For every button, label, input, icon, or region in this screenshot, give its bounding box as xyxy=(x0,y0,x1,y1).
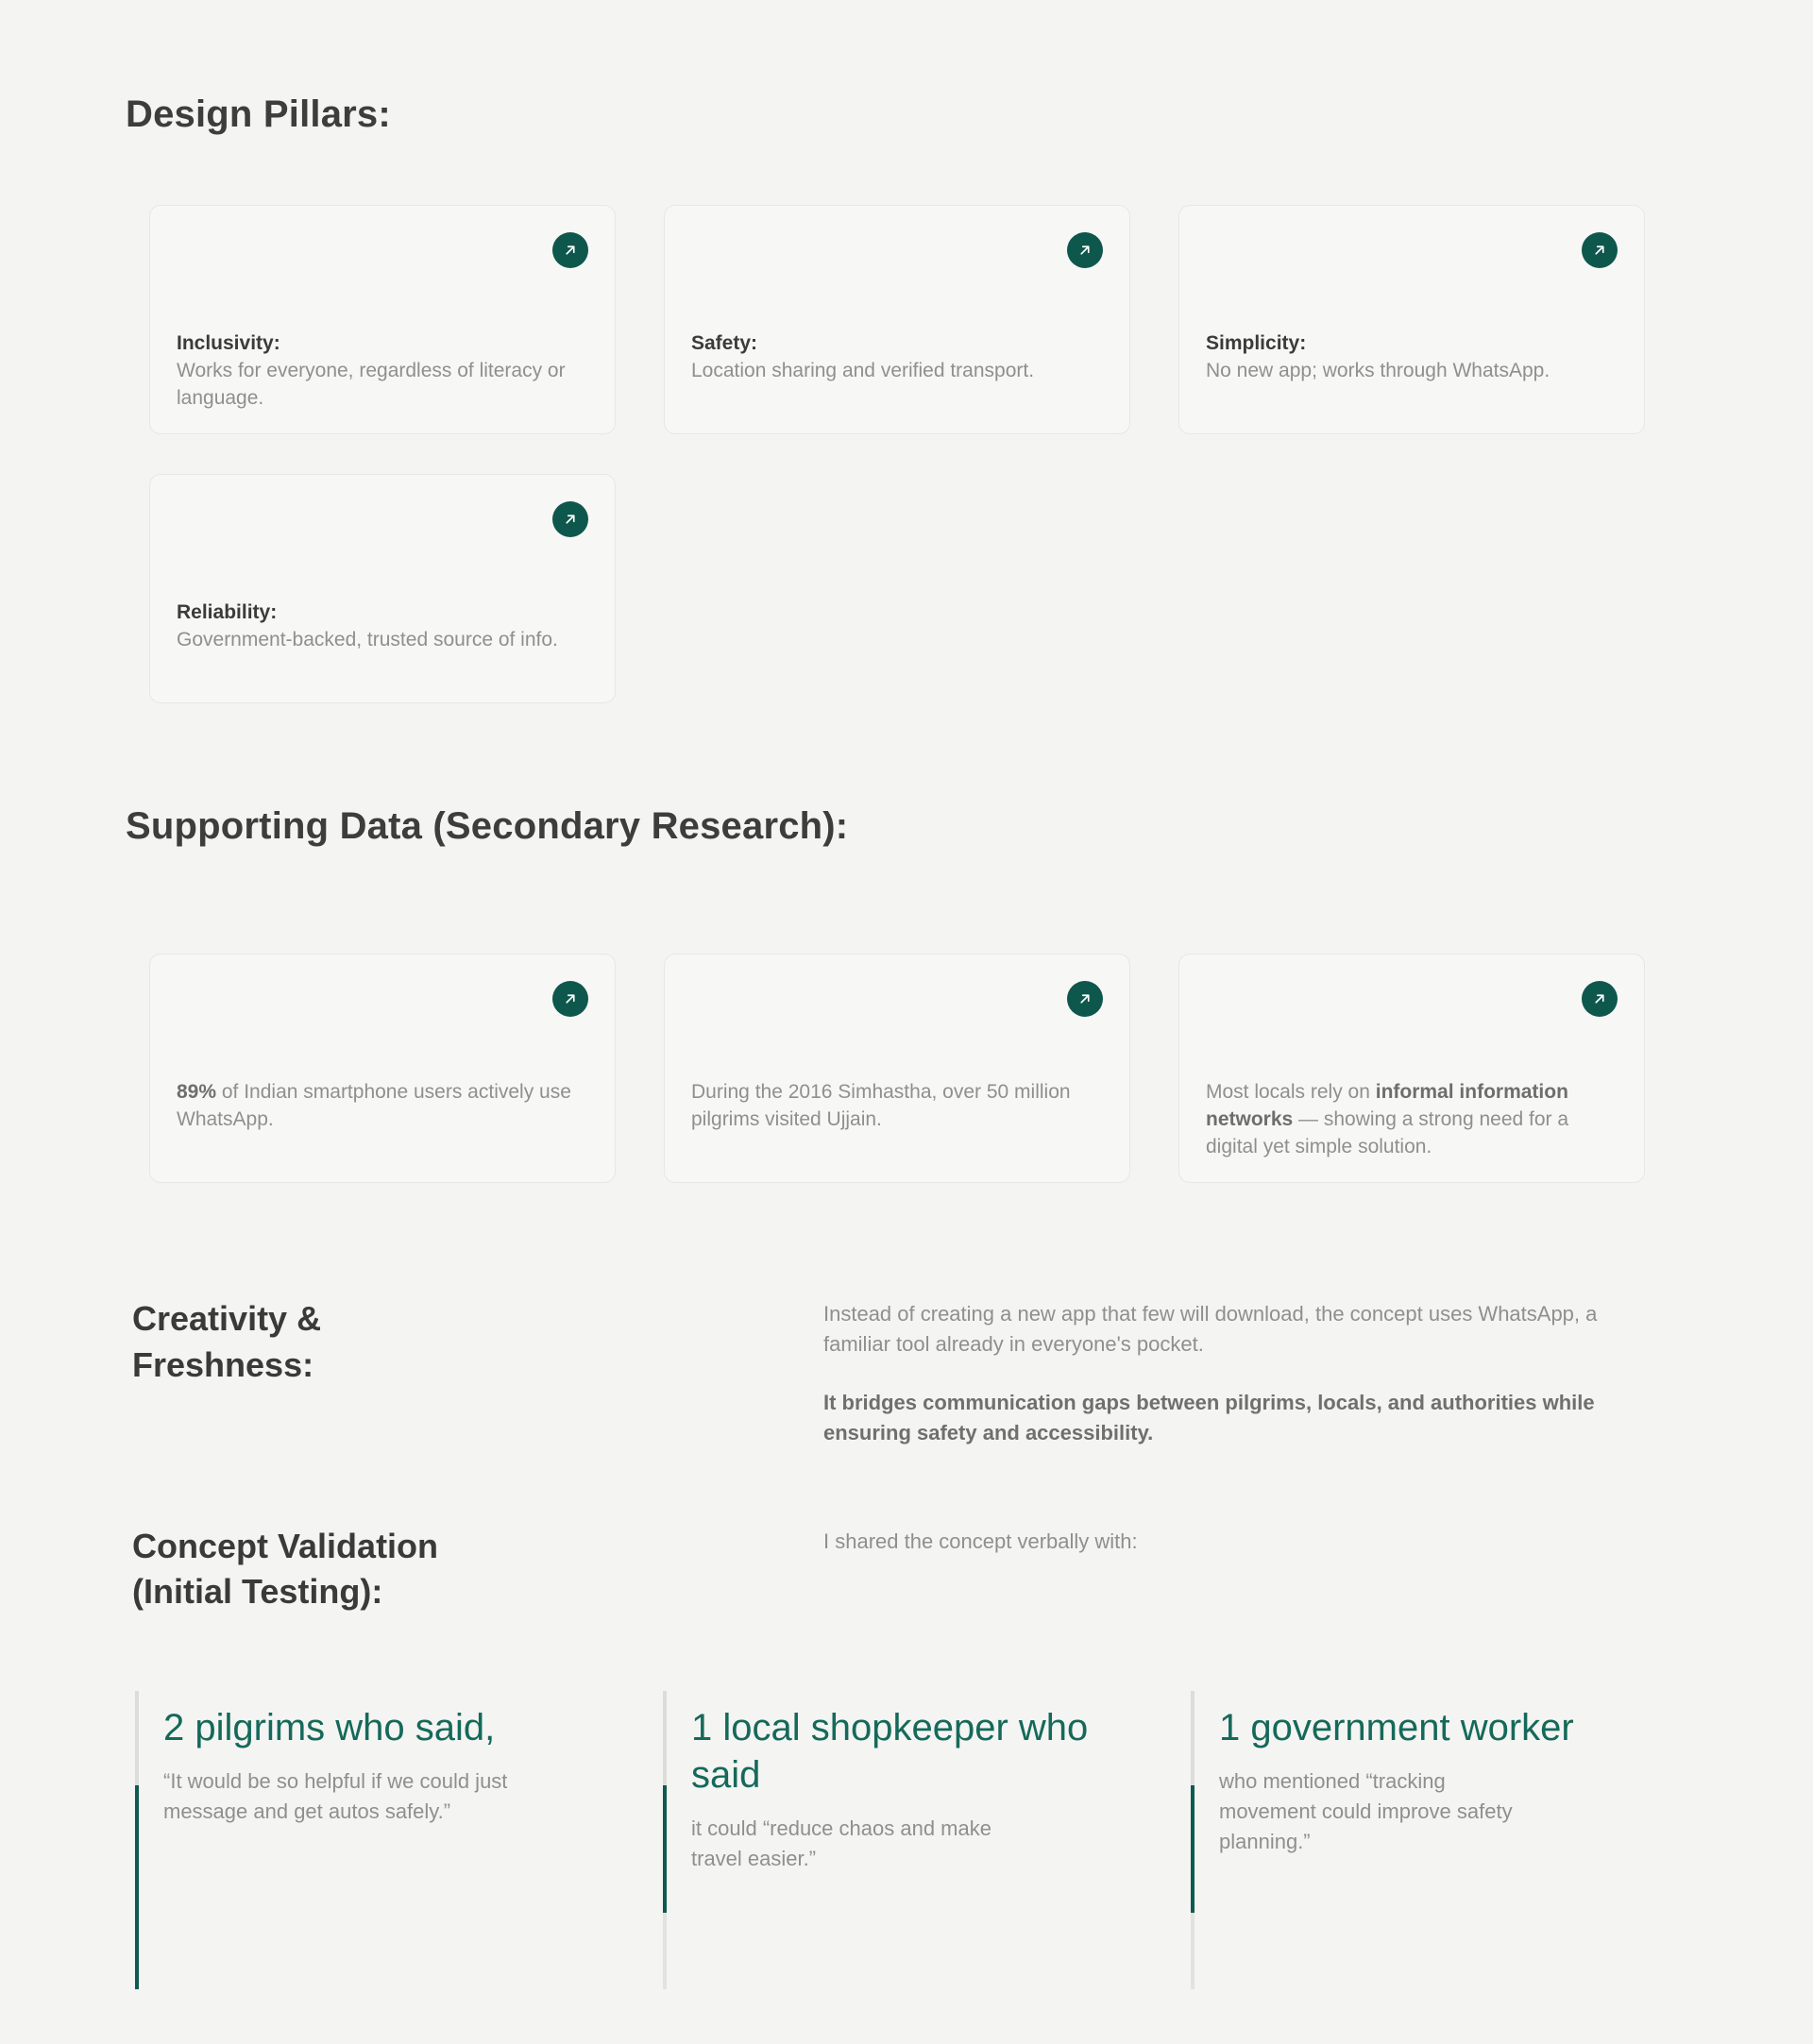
validation-column-title: 2 pilgrims who said, xyxy=(163,1706,496,1748)
pillar-card-inclusivity[interactable] xyxy=(149,205,616,434)
card-text xyxy=(177,600,588,654)
validation-column-quote: it could “reduce chaos and make travel easier.” xyxy=(691,1816,991,1870)
card-title: Simplicity: xyxy=(1206,332,1307,354)
arrow-up-right-icon[interactable] xyxy=(552,501,588,537)
design-pillars-grid xyxy=(149,205,1645,703)
creativity-copy xyxy=(823,1296,1654,1448)
validation-column-pilgrims xyxy=(135,1691,606,1989)
arrow-up-right-icon[interactable] xyxy=(1582,981,1618,1017)
progress-line xyxy=(663,1691,667,1989)
card-title: Reliability: xyxy=(177,601,278,623)
card-text xyxy=(177,1079,588,1134)
card-text xyxy=(1206,1079,1618,1161)
card-icon-row xyxy=(1206,981,1618,1017)
card-text xyxy=(177,330,588,413)
validation-intro: I shared the concept verbally with: xyxy=(823,1529,1138,1553)
pillar-card-reliability[interactable] xyxy=(149,474,616,703)
card-icon-row xyxy=(177,232,588,268)
creativity-paragraph-1: Instead of creating a new app that few will download, the concept uses WhatsApp, a familiar tool already in everyone's pocket. xyxy=(823,1302,1598,1356)
progress-line xyxy=(1191,1691,1195,1989)
card-body xyxy=(1206,1081,1568,1157)
supporting-data-grid xyxy=(149,954,1645,1183)
data-card-whatsapp-usage[interactable] xyxy=(149,954,616,1183)
supporting-data-heading: Supporting Data (Secondary Research): xyxy=(126,805,849,847)
validation-column-quote: who mentioned “tracking movement could improve safety planning.” xyxy=(1219,1768,1513,1853)
pillar-card-safety[interactable] xyxy=(664,205,1130,434)
card-title: Inclusivity: xyxy=(177,332,280,354)
arrow-up-right-icon[interactable] xyxy=(1582,232,1618,268)
card-text xyxy=(1206,330,1618,385)
creativity-heading: Creativity & Freshness: xyxy=(132,1299,322,1384)
validation-columns xyxy=(135,1691,1662,1989)
design-pillars-heading: Design Pillars: xyxy=(126,93,391,135)
pillar-card-simplicity[interactable] xyxy=(1178,205,1645,434)
card-text xyxy=(691,1079,1103,1134)
stat-pre: Most locals rely on xyxy=(1206,1081,1376,1103)
card-title: Safety: xyxy=(691,332,758,354)
validation-column-shopkeeper xyxy=(663,1691,1134,1989)
creativity-section xyxy=(132,1296,1667,1448)
arrow-up-right-icon[interactable] xyxy=(1067,232,1103,268)
card-body: Location sharing and verified transport. xyxy=(691,359,1035,381)
stat-bold: 89% xyxy=(177,1081,217,1103)
card-icon-row xyxy=(177,501,588,537)
arrow-up-right-icon[interactable] xyxy=(552,232,588,268)
progress-line xyxy=(135,1691,139,1989)
data-card-informal-networks[interactable] xyxy=(1178,954,1645,1183)
card-icon-row xyxy=(1206,232,1618,268)
creativity-paragraph-2: It bridges communication gaps between pilgrims, locals, and authorities while ensuring safety and accessibility. xyxy=(823,1390,1595,1444)
card-body xyxy=(177,1081,571,1130)
stat-text: of Indian smartphone users actively use WhatsApp. xyxy=(177,1081,571,1130)
card-icon-row xyxy=(177,981,588,1017)
validation-column-government xyxy=(1191,1691,1662,1989)
card-body: Works for everyone, regardless of literacy or language. xyxy=(177,359,566,409)
arrow-up-right-icon[interactable] xyxy=(1067,981,1103,1017)
card-text xyxy=(691,330,1103,385)
validation-heading: Concept Validation (Initial Testing): xyxy=(132,1526,439,1612)
stat-post: — showing a strong need for a digital yet simple solution. xyxy=(1206,1107,1569,1157)
validation-column-title: 1 government worker xyxy=(1219,1706,1574,1748)
validation-column-title: 1 local shopkeeper who said xyxy=(691,1706,1089,1796)
arrow-up-right-icon[interactable] xyxy=(552,981,588,1017)
card-body: Government-backed, trusted source of info. xyxy=(177,628,558,650)
validation-column-quote: “It would be so helpful if we could just message and get autos safely.” xyxy=(163,1768,508,1823)
data-card-simhastha[interactable] xyxy=(664,954,1130,1183)
stat-bold: informal information networks xyxy=(1206,1081,1568,1130)
validation-section xyxy=(132,1524,1667,1615)
card-icon-row xyxy=(691,232,1103,268)
card-body: No new app; works through WhatsApp. xyxy=(1206,359,1550,381)
card-icon-row xyxy=(691,981,1103,1017)
card-body: During the 2016 Simhastha, over 50 million pilgrims visited Ujjain. xyxy=(691,1081,1071,1130)
